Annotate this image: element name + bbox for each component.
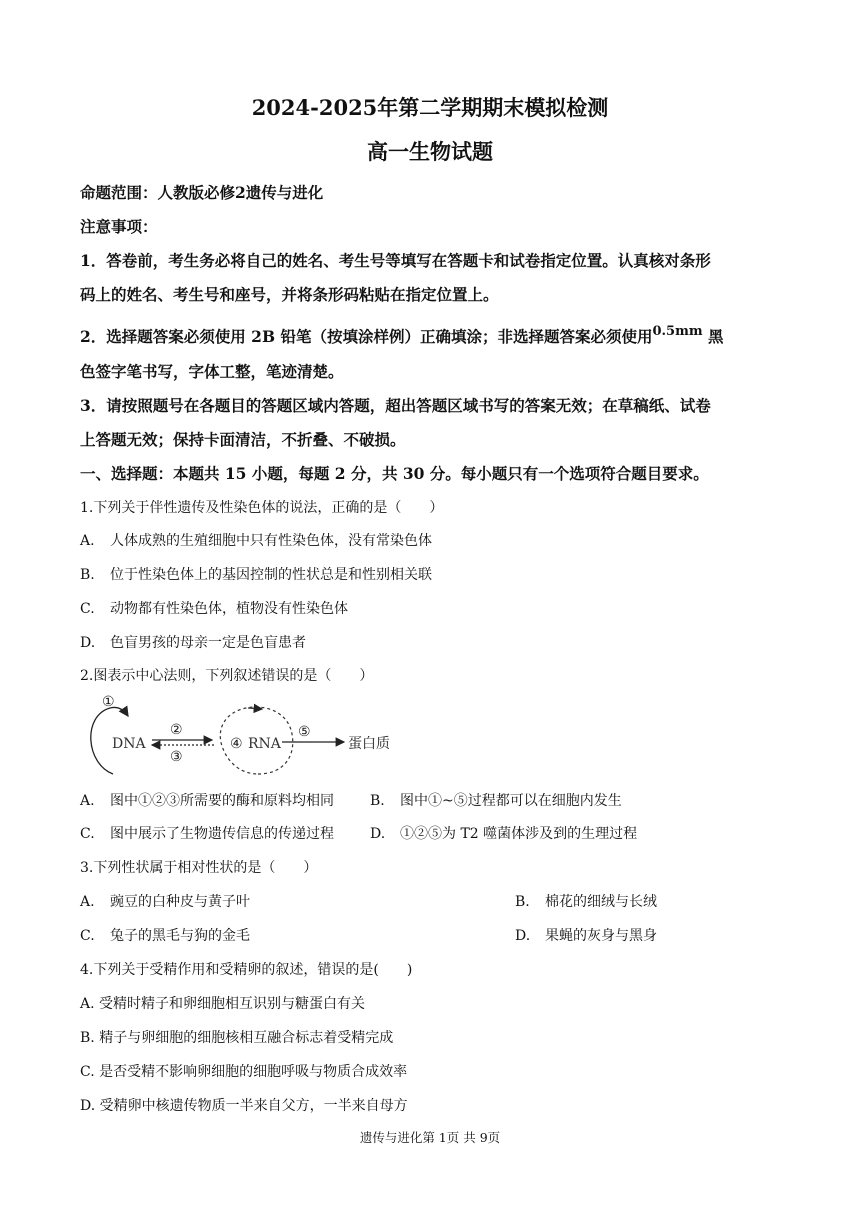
q4-option-a: A. 受精时精子和卵细胞相互识别与糖蛋白有关 <box>80 996 366 1012</box>
q2-option-b: B. 图中①~⑤过程都可以在细胞内发生 <box>370 793 622 809</box>
q1-stem: 1.下列关于伴性遗传及性染色体的说法，正确的是（ ） <box>80 500 444 516</box>
q3-option-a: A. 豌豆的白种皮与黄子叶 <box>80 894 250 910</box>
notice-2-tail: 黑 <box>702 327 724 346</box>
notice-3-line-1: 3．请按照题号在各题目的答题区域内答题，超出答题区域书写的答案无效；在草稿纸、试卷 <box>80 396 711 415</box>
q4-option-b: B. 精子与卵细胞的细胞核相互融合标志着受精完成 <box>80 1030 394 1046</box>
exam-title: 2024-2025年第二学期期末模拟检测 <box>251 95 609 120</box>
central-dogma-diagram <box>80 688 420 788</box>
q2-option-d: D. ①②⑤为 T2 噬菌体涉及到的生理过程 <box>370 826 638 842</box>
section-1-heading: 一、选择题：本题共 15 小题，每题 2 分，共 30 分。每小题只有一个选项符合题目要求。 <box>80 464 709 483</box>
process-4-label: ④ <box>230 736 243 752</box>
notice-title: 注意事项： <box>80 217 158 236</box>
exam-subtitle: 高一生物试题 <box>367 139 493 164</box>
q4-stem: 4.下列关于受精作用和受精卵的叙述，错误的是( ) <box>80 962 413 978</box>
q1-option-b: B. 位于性染色体上的基因控制的性状总是和性别相关联 <box>80 567 432 583</box>
q3-option-b: B. 棉花的细绒与长绒 <box>515 894 657 910</box>
q2-stem: 2.图表示中心法则，下列叙述错误的是（ ） <box>80 668 374 684</box>
q1-option-d: D. 色盲男孩的母亲一定是色盲患者 <box>80 635 306 651</box>
notice-2-line-2: 色签字笔书写，字体工整，笔迹清楚。 <box>80 362 344 381</box>
protein-label: 蛋白质 <box>348 736 390 752</box>
process-1-label: ① <box>102 694 115 710</box>
dna-label: DNA <box>112 736 146 752</box>
q4-option-d: D. 受精卵中核遗传物质一半来自父方，一半来自母方 <box>80 1098 408 1114</box>
notice-2-pen-size: 0.5mm <box>652 324 703 339</box>
q3-option-d: D. 果蝇的灰身与黑身 <box>515 928 657 944</box>
process-5-label: ⑤ <box>298 724 311 740</box>
process-3-label: ③ <box>170 749 183 765</box>
q3-option-c: C. 兔子的黑毛与狗的金毛 <box>80 928 250 944</box>
notice-2-line-1 <box>80 325 780 347</box>
q1-option-a: A. 人体成熟的生殖细胞中只有性染色体，没有常染色体 <box>80 533 432 549</box>
notice-2-text: 2．选择题答案必须使用 2B 铅笔（按填涂样例）正确填涂；非选择题答案必须使用 <box>80 327 653 346</box>
q4-option-c: C. 是否受精不影响卵细胞的细胞呼吸与物质合成效率 <box>80 1064 408 1080</box>
q1-option-c: C. 动物都有性染色体，植物没有性染色体 <box>80 601 348 617</box>
q3-stem: 3.下列性状属于相对性状的是（ ） <box>80 860 318 876</box>
notice-1-line-2: 码上的姓名、考生号和座号，并将条形码粘贴在指定位置上。 <box>80 285 499 304</box>
q2-option-a: A. 图中①②③所需要的酶和原料均相同 <box>80 793 334 809</box>
process-2-label: ② <box>170 722 183 738</box>
q2-option-c: C. 图中展示了生物遗传信息的传递过程 <box>80 826 334 842</box>
rna-label: RNA <box>248 736 281 752</box>
notice-3-line-2: 上答题无效；保持卡面清洁，不折叠、不破损。 <box>80 430 406 449</box>
page-footer: 遗传与进化第 1页 共 9页 <box>359 1130 501 1145</box>
notice-1-line-1: 1．答卷前，考生务必将自己的姓名、考生号等填写在答题卡和试卷指定位置。认真核对条形 <box>80 251 711 270</box>
exam-scope: 命题范围：人教版必修2遗传与进化 <box>80 183 324 202</box>
